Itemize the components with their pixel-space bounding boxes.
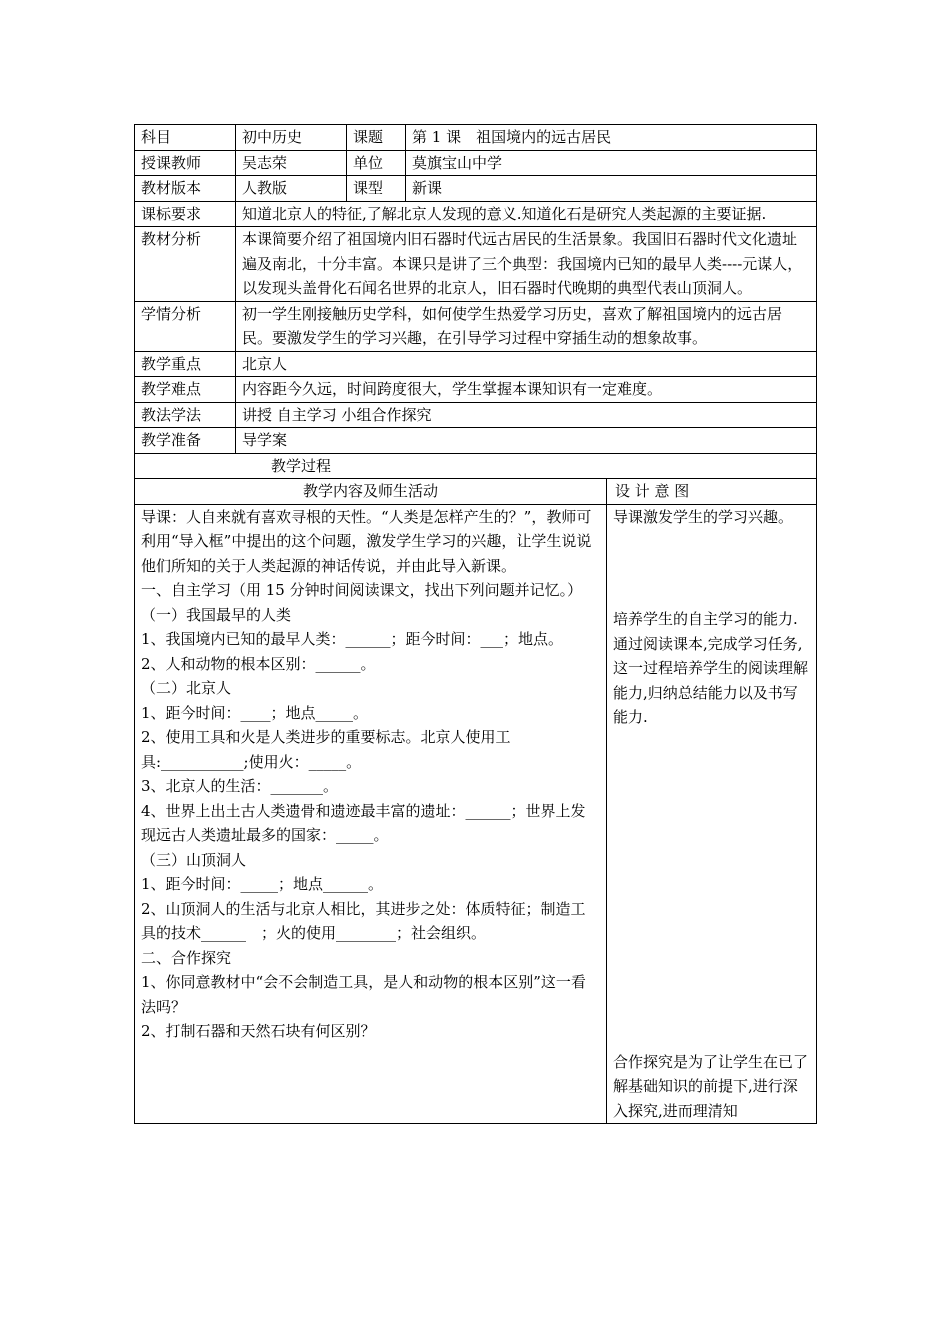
process-title: 教学过程 xyxy=(271,456,332,475)
value-curriculum: 知道北京人的特征,了解北京人发现的意义.知道化石是研究人类起源的主要证据. xyxy=(236,201,817,227)
label-curriculum: 课标要求 xyxy=(135,201,236,227)
content-line: 1、距今时间：_____；地点______。 xyxy=(141,875,384,893)
info-row xyxy=(135,428,817,454)
value-preparation: 导学案 xyxy=(236,428,817,454)
content-line: 2、山顶洞人的生活与北京人相比，其进步之处：体质特征；制造工具的技术______ ；火的使用________；社会组织。 xyxy=(141,899,586,942)
column-header-row xyxy=(135,479,817,505)
value-lesson-type: 新课 xyxy=(406,176,817,202)
col-header-content: 教学内容及师生活动 xyxy=(135,479,607,505)
content-line: 2、打制石器和天然石块有何区别？ xyxy=(141,1022,376,1040)
value-textbook-analysis: 本课简要介绍了祖国境内旧石器时代远古居民的生活景象。我国旧石器时代文化遗址遍及南北，十分丰富。本课只是讲了三个典型：我国境内已知的最早人类----元谋人，以发现头盖骨化石闻名世界的北京人，旧石器时代晚期的典型代表山顶洞人。 xyxy=(236,227,817,302)
info-row xyxy=(135,351,817,377)
lesson-plan-table xyxy=(134,124,817,1124)
intent-line: 合作探究是为了让学生在已了解基础知识的前提下,进行深入探究,进而理清知 xyxy=(613,1052,809,1120)
header-row xyxy=(135,150,817,176)
label-lesson-type: 课型 xyxy=(347,176,406,202)
info-row xyxy=(135,377,817,403)
info-row xyxy=(135,402,817,428)
content-line: 1、我国境内已知的最早人类：______；距今时间：___；地点。 xyxy=(141,630,564,648)
value-teacher: 吴志荣 xyxy=(236,150,347,176)
content-line: 4、世界上出土古人类遗骨和遗迹最丰富的遗址：______；世界上发现远古人类遗址最多的国家：_____。 xyxy=(141,801,586,844)
process-title-row xyxy=(135,453,817,479)
value-edition: 人教版 xyxy=(236,176,347,202)
label-textbook-analysis: 教材分析 xyxy=(135,227,236,302)
col-header-intent: 设 计 意 图 xyxy=(607,479,817,505)
info-row xyxy=(135,227,817,302)
label-preparation: 教学准备 xyxy=(135,428,236,454)
label-student-analysis: 学情分析 xyxy=(135,301,236,351)
value-subject: 初中历史 xyxy=(236,125,347,151)
content-line: 1、你同意教材中“会不会制造工具，是人和动物的根本区别”这一看法吗？ xyxy=(141,973,586,1016)
label-method: 教法学法 xyxy=(135,402,236,428)
value-key-point: 北京人 xyxy=(236,351,817,377)
value-unit: 莫旗宝山中学 xyxy=(406,150,817,176)
content-line: （二）北京人 xyxy=(141,679,232,697)
content-line: （三）山顶洞人 xyxy=(141,850,247,869)
content-line: 2、使用工具和火是人类进步的重要标志。北京人使用工具:___________;使用火：_____。 xyxy=(141,728,511,771)
label-edition: 教材版本 xyxy=(135,176,236,202)
value-method: 讲授 自主学习 小组合作探究 xyxy=(236,402,817,428)
label-teacher: 授课教师 xyxy=(135,150,236,176)
label-topic: 课题 xyxy=(347,125,406,151)
content-line: （一）我国最早的人类 xyxy=(141,605,292,624)
content-line: 3、北京人的生活：_______。 xyxy=(141,777,339,795)
content-line: 导课：人自来就有喜欢寻根的天性。“人类是怎样产生的？”，教师可利用“导入框”中提出的这个问题，激发学生学习的兴趣，让学生说说他们所知的关于人类起源的神话传说，并由此导入新课。 xyxy=(141,507,592,575)
header-row xyxy=(135,176,817,202)
process-content xyxy=(135,504,607,1124)
process-body-row xyxy=(135,504,817,1124)
value-difficulty: 内容距今久远，时间跨度很大，学生掌握本课知识有一定难度。 xyxy=(236,377,817,403)
header-row xyxy=(135,125,817,151)
value-student-analysis: 初一学生刚接触历史学科，如何使学生热爱学习历史，喜欢了解祖国境内的远古居民。要激发学生的学习兴趣，在引导学习过程中穿插生动的想象故事。 xyxy=(236,301,817,351)
label-subject: 科目 xyxy=(135,125,236,151)
content-line: 1、距今时间：____；地点_____。 xyxy=(141,703,369,722)
label-difficulty: 教学难点 xyxy=(135,377,236,403)
intent-line: 培养学生的自主学习的能力.通过阅读课本,完成学习任务,这一过程培养学生的阅读理解能力,归纳总结能力以及书写能力. xyxy=(613,610,809,726)
intent-line: 导课激发学生的学习兴趣。 xyxy=(613,507,794,526)
content-line: 二、合作探究 xyxy=(141,948,232,967)
value-topic: 第 1 课 祖国境内的远古居民 xyxy=(406,125,817,151)
process-intent xyxy=(607,504,817,1124)
label-key-point: 教学重点 xyxy=(135,351,236,377)
label-unit: 单位 xyxy=(347,150,406,176)
content-line: 2、人和动物的根本区别：______。 xyxy=(141,654,376,673)
info-row xyxy=(135,301,817,351)
content-line: 一、自主学习（用 15 分钟时间阅读课文，找出下列问题并记忆。） xyxy=(141,581,583,599)
info-row xyxy=(135,201,817,227)
